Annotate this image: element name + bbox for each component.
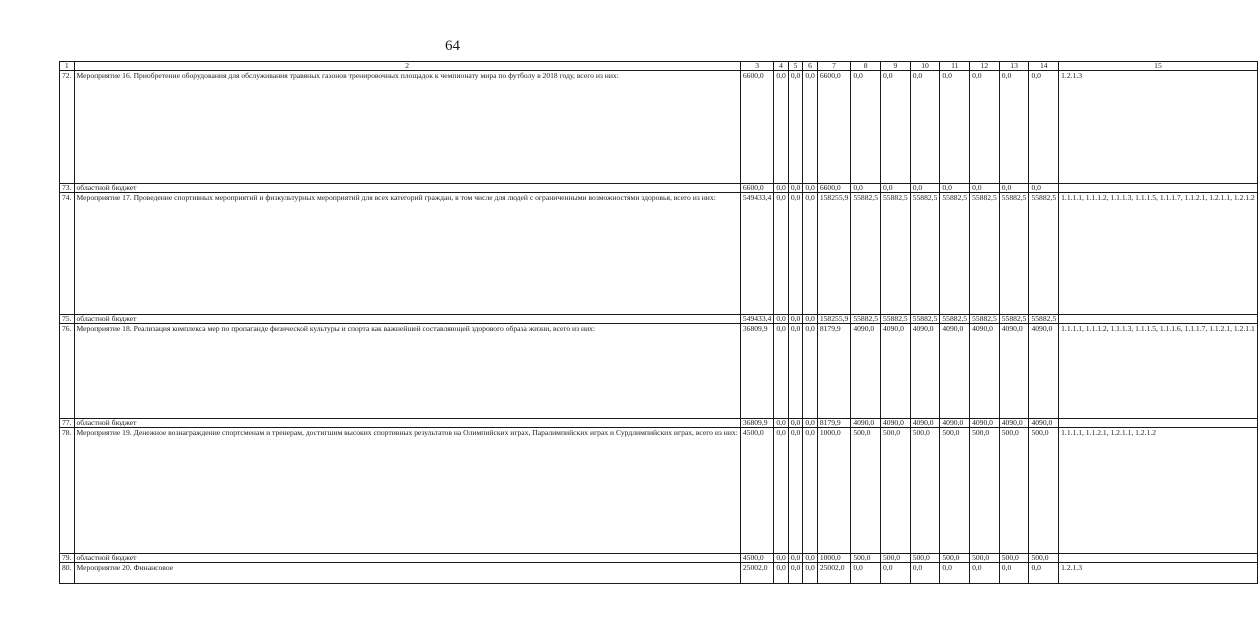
value-cell: 55882,5 [910, 315, 940, 324]
value-cell: 500,0 [851, 554, 881, 563]
column-header: 6 [803, 62, 818, 71]
value-cell: 55882,5 [970, 315, 1000, 324]
value-cell: 0,0 [881, 71, 911, 184]
program-code: 1.1.1.1, 1.1.1.2, 1.1.1.3, 1.1.1.5, 1.1.1.7, 1.1.2.1, 1.2.1.1, 1.2.1.2 [1059, 193, 1258, 315]
value-cell: 55882,5 [1029, 193, 1059, 315]
header-row [60, 62, 1258, 71]
value-cell: 6600,0 [740, 71, 773, 184]
value-cell: 4500,0 [740, 554, 773, 563]
row-title: Мероприятие 20. Финансовое [74, 563, 740, 584]
table-row [60, 193, 1258, 315]
value-cell: 0,0 [774, 563, 789, 584]
row-number: 73. [60, 184, 75, 193]
value-cell: 0,0 [970, 184, 1000, 193]
value-cell: 55882,5 [910, 193, 940, 315]
value-cell: 0,0 [970, 71, 1000, 184]
value-cell: 0,0 [788, 193, 803, 315]
column-header: 5 [788, 62, 803, 71]
value-cell: 4090,0 [1029, 324, 1059, 419]
table-row [60, 419, 1258, 428]
value-cell: 55882,5 [851, 193, 881, 315]
column-header: 7 [817, 62, 850, 71]
page-number: 64 [445, 38, 460, 54]
value-cell: 0,0 [774, 193, 789, 315]
value-cell: 36809,9 [740, 419, 773, 428]
budget-table [59, 61, 1258, 584]
value-cell: 0,0 [1029, 563, 1059, 584]
value-cell: 6600,0 [817, 184, 850, 193]
program-code: 1.1.1.1, 1.1.2.1, 1.2.1.1, 1.2.1.2 [1059, 428, 1258, 554]
value-cell: 500,0 [940, 554, 970, 563]
value-cell: 0,0 [774, 315, 789, 324]
column-header: 12 [970, 62, 1000, 71]
table-row [60, 71, 1258, 184]
value-cell: 6600,0 [817, 71, 850, 184]
value-cell: 0,0 [774, 554, 789, 563]
value-cell: 0,0 [999, 563, 1029, 584]
value-cell: 500,0 [999, 554, 1029, 563]
value-cell: 500,0 [999, 428, 1029, 554]
value-cell: 0,0 [999, 71, 1029, 184]
value-cell: 0,0 [803, 184, 818, 193]
value-cell: 0,0 [774, 324, 789, 419]
value-cell: 4090,0 [851, 419, 881, 428]
value-cell: 55882,5 [881, 315, 911, 324]
column-header: 1 [60, 62, 75, 71]
row-title: Мероприятие 19. Денежное вознаграждение спортсменам и тренерам, достигшим высоких спортивных результатов на Олимпийских играх, Паралимпийских играх и Сурдлимпийских играх, всего из них: [74, 428, 740, 554]
value-cell: 4090,0 [910, 419, 940, 428]
value-cell: 0,0 [788, 184, 803, 193]
row-number: 77. [60, 419, 75, 428]
value-cell: 4090,0 [970, 419, 1000, 428]
value-cell: 0,0 [910, 184, 940, 193]
value-cell: 0,0 [851, 563, 881, 584]
value-cell: 500,0 [1029, 554, 1059, 563]
value-cell: 0,0 [1029, 184, 1059, 193]
value-cell: 0,0 [940, 71, 970, 184]
column-header: 13 [999, 62, 1029, 71]
program-code [1059, 419, 1258, 428]
program-code [1059, 184, 1258, 193]
value-cell: 0,0 [803, 315, 818, 324]
value-cell: 4090,0 [940, 324, 970, 419]
value-cell: 158255,9 [817, 193, 850, 315]
value-cell: 549433,4 [740, 193, 773, 315]
value-cell: 500,0 [940, 428, 970, 554]
row-number: 78. [60, 428, 75, 554]
value-cell: 500,0 [1029, 428, 1059, 554]
value-cell: 55882,5 [851, 315, 881, 324]
value-cell: 500,0 [910, 428, 940, 554]
column-header: 15 [1059, 62, 1258, 71]
value-cell: 0,0 [910, 71, 940, 184]
value-cell: 0,0 [910, 563, 940, 584]
value-cell: 55882,5 [881, 193, 911, 315]
value-cell: 500,0 [970, 428, 1000, 554]
value-cell: 6600,0 [740, 184, 773, 193]
row-title: областной бюджет [74, 315, 740, 324]
value-cell: 4090,0 [999, 419, 1029, 428]
row-title: областной бюджет [74, 184, 740, 193]
value-cell: 25002,0 [817, 563, 850, 584]
value-cell: 55882,5 [940, 193, 970, 315]
table-row [60, 315, 1258, 324]
program-code: 1.1.1.1, 1.1.1.2, 1.1.1.3, 1.1.1.5, 1.1.1.6, 1.1.1.7, 1.1.2.1, 1.2.1.1 [1059, 324, 1258, 419]
value-cell: 0,0 [788, 554, 803, 563]
table-row [60, 554, 1258, 563]
column-header: 11 [940, 62, 970, 71]
value-cell: 4090,0 [881, 419, 911, 428]
value-cell: 4090,0 [1029, 419, 1059, 428]
program-code: 1.2.1.3 [1059, 563, 1258, 584]
row-title: областной бюджет [74, 554, 740, 563]
value-cell: 0,0 [774, 184, 789, 193]
column-header: 14 [1029, 62, 1059, 71]
value-cell: 0,0 [774, 419, 789, 428]
value-cell: 0,0 [803, 71, 818, 184]
value-cell: 500,0 [910, 554, 940, 563]
table-row [60, 324, 1258, 419]
value-cell: 4090,0 [851, 324, 881, 419]
row-number: 79. [60, 554, 75, 563]
row-number: 76. [60, 324, 75, 419]
value-cell: 0,0 [788, 563, 803, 584]
value-cell: 1000,0 [817, 554, 850, 563]
value-cell: 158255,9 [817, 315, 850, 324]
row-title: областной бюджет [74, 419, 740, 428]
column-header: 4 [774, 62, 789, 71]
value-cell: 25002,0 [740, 563, 773, 584]
row-title: Мероприятие 17. Проведение спортивных мероприятий и физкультурных мероприятий для всех категорий граждан, в том числе для людей с ограниченными возможностями здоровья, всего из них: [74, 193, 740, 315]
row-number: 74. [60, 193, 75, 315]
row-title: Мероприятие 18. Реализация комплекса мер по пропаганде физической культуры и спорта как важнейшей составляющей здорового образа жизни, всего из них: [74, 324, 740, 419]
value-cell: 0,0 [803, 428, 818, 554]
value-cell: 0,0 [851, 184, 881, 193]
value-cell: 0,0 [788, 324, 803, 419]
value-cell: 55882,5 [940, 315, 970, 324]
value-cell: 500,0 [851, 428, 881, 554]
row-number: 72. [60, 71, 75, 184]
column-header: 10 [910, 62, 940, 71]
value-cell: 4090,0 [970, 324, 1000, 419]
table-row [60, 563, 1258, 584]
value-cell: 4090,0 [881, 324, 911, 419]
value-cell: 0,0 [774, 71, 789, 184]
value-cell: 0,0 [940, 184, 970, 193]
value-cell: 500,0 [881, 554, 911, 563]
table-row [60, 428, 1258, 554]
program-code [1059, 315, 1258, 324]
column-header: 8 [851, 62, 881, 71]
column-header: 2 [74, 62, 740, 71]
value-cell: 0,0 [774, 428, 789, 554]
value-cell: 0,0 [940, 563, 970, 584]
value-cell: 500,0 [970, 554, 1000, 563]
value-cell: 55882,5 [1029, 315, 1059, 324]
value-cell: 0,0 [803, 324, 818, 419]
value-cell: 0,0 [788, 419, 803, 428]
column-header: 3 [740, 62, 773, 71]
table-row [60, 184, 1258, 193]
value-cell: 0,0 [970, 563, 1000, 584]
value-cell: 0,0 [851, 71, 881, 184]
value-cell: 0,0 [881, 184, 911, 193]
value-cell: 0,0 [1029, 71, 1059, 184]
value-cell: 0,0 [999, 184, 1029, 193]
value-cell: 0,0 [788, 428, 803, 554]
program-code: 1.2.1.3 [1059, 71, 1258, 184]
row-number: 75. [60, 315, 75, 324]
row-title: Мероприятие 16. Приобретение оборудования для обслуживания травяных газонов тренировочных площадок к чемпионату мира по футболу в 2018 году, всего из них: [74, 71, 740, 184]
value-cell: 0,0 [803, 554, 818, 563]
row-number: 80. [60, 563, 75, 584]
value-cell: 4090,0 [999, 324, 1029, 419]
value-cell: 8179,9 [817, 419, 850, 428]
value-cell: 549433,4 [740, 315, 773, 324]
value-cell: 4500,0 [740, 428, 773, 554]
value-cell: 0,0 [803, 419, 818, 428]
value-cell: 8179,9 [817, 324, 850, 419]
column-header: 9 [881, 62, 911, 71]
value-cell: 4090,0 [940, 419, 970, 428]
value-cell: 0,0 [803, 193, 818, 315]
value-cell: 55882,5 [999, 315, 1029, 324]
value-cell: 36809,9 [740, 324, 773, 419]
value-cell: 0,0 [803, 563, 818, 584]
value-cell: 55882,5 [999, 193, 1029, 315]
value-cell: 1000,0 [817, 428, 850, 554]
value-cell: 0,0 [788, 315, 803, 324]
value-cell: 0,0 [881, 563, 911, 584]
program-code [1059, 554, 1258, 563]
value-cell: 500,0 [881, 428, 911, 554]
value-cell: 55882,5 [970, 193, 1000, 315]
value-cell: 0,0 [788, 71, 803, 184]
value-cell: 4090,0 [910, 324, 940, 419]
